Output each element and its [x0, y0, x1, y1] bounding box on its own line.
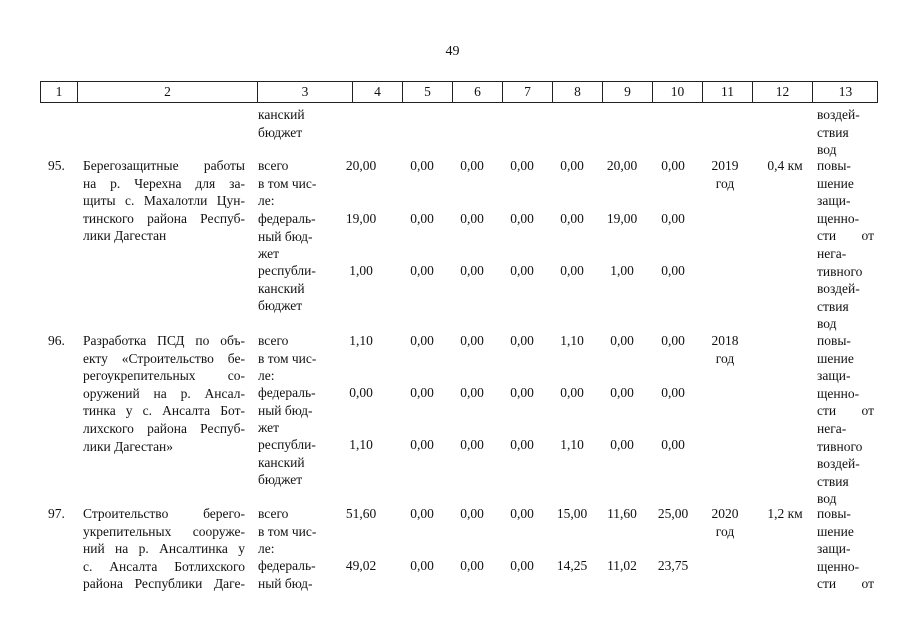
capacity: 0,4 км: [767, 158, 803, 173]
value-total: 49,02: [345, 558, 377, 573]
project-name: Строительство берего- укрепительных сооруже- ний на р. Ансалтинка у с. Ансалта Ботлихского района Республики Даге-: [83, 506, 245, 592]
funding-source-federal: федераль- ный бюд- жет: [258, 211, 316, 262]
value-cell: 0,00: [510, 333, 534, 348]
row-number: 95.: [48, 158, 65, 173]
header-col-7: 7: [502, 82, 552, 102]
value-total: 51,60: [345, 506, 377, 521]
completion-year: 2019 год: [711, 158, 739, 191]
value-cell: 25,00: [657, 506, 689, 521]
value-cell: 11,02: [607, 558, 637, 573]
value-cell: 0,00: [410, 211, 434, 226]
value-cell: 0,00: [410, 333, 434, 348]
value-cell: 1,10: [560, 333, 584, 348]
value-cell: 0,00: [560, 263, 584, 278]
header-col-5: 5: [402, 82, 452, 102]
value-cell: 0,00: [610, 437, 634, 452]
value-cell: 0,00: [460, 263, 484, 278]
value-cell: 0,00: [510, 506, 534, 521]
value-cell: 0,00: [460, 437, 484, 452]
value-cell: 0,00: [661, 263, 685, 278]
row-number: 96.: [48, 333, 65, 348]
funding-source-federal: федераль- ный бюд- жет: [258, 385, 316, 436]
funding-source-total: всего в том чис- ле:: [258, 333, 317, 384]
value-cell: 0,00: [510, 385, 534, 400]
value-cell: 15,00: [556, 506, 588, 521]
expected-effect: повы- шение защи- щенно- сти от: [817, 506, 874, 592]
value-cell: 0,00: [610, 333, 634, 348]
header-col-4: 4: [352, 82, 402, 102]
header-col-11: 11: [702, 82, 752, 102]
funding-source-total: всего в том чис- ле:: [258, 506, 317, 557]
value-cell: 0,00: [410, 558, 434, 573]
header-col-12: 12: [752, 82, 812, 102]
value-cell: 0,00: [661, 437, 685, 452]
value-cell: 0,00: [510, 211, 534, 226]
value-cell: 1,10: [560, 437, 584, 452]
value-cell: 0,00: [610, 385, 634, 400]
header-col-3: 3: [257, 82, 352, 102]
expected-effect: повы- шение защи- щенно- сти от нега- тивного воздей- ствия вод: [817, 158, 874, 332]
value-cell: 20,00: [606, 158, 638, 173]
funding-source-republic: республи- канский бюджет: [258, 437, 316, 488]
value-cell: 0,00: [560, 211, 584, 226]
value-cell: 0,00: [661, 385, 685, 400]
value-cell: 0,00: [410, 506, 434, 521]
completion-year: 2018 год: [711, 333, 739, 366]
header-col-13: 13: [812, 82, 878, 102]
funding-source-total: всего в том чис- ле:: [258, 158, 317, 209]
value-cell: 0,00: [510, 263, 534, 278]
value-total: 19,00: [345, 211, 377, 226]
value-cell: 1,00: [610, 263, 634, 278]
value-cell: 0,00: [560, 385, 584, 400]
value-total: 1,10: [349, 333, 373, 348]
value-cell: 0,00: [410, 263, 434, 278]
row-number: 97.: [48, 506, 65, 521]
completion-year: 2020 год: [711, 506, 739, 539]
header-col-10: 10: [652, 82, 702, 102]
project-name: Берегозащитные работы на р. Черехна для за- щиты с. Махалотли Цун- тинского района Респуб- лики Дагестан: [83, 158, 245, 244]
funding-source-federal: федераль- ный бюд-: [258, 558, 316, 591]
value-cell: 0,00: [460, 558, 484, 573]
value-cell: 23,75: [657, 558, 689, 573]
value-total: 0,00: [349, 385, 373, 400]
table-header-row: [40, 81, 878, 103]
carry-effect-text: воздей- ствия вод: [817, 107, 860, 158]
project-name: Разработка ПСД по объ- екту «Строительство бе- регоукрепительных со- оружений на р. Ансал- тинка у с. Ансалта Бот- лихского района Респуб- лики Дагестан»: [83, 333, 245, 454]
value-cell: 14,25: [556, 558, 588, 573]
value-cell: 0,00: [460, 333, 484, 348]
value-cell: 0,00: [460, 211, 484, 226]
value-cell: 11,60: [607, 506, 637, 521]
value-total: 1,00: [349, 263, 373, 278]
funding-source-republic: республи- канский бюджет: [258, 263, 316, 314]
value-cell: 0,00: [661, 211, 685, 226]
value-cell: 0,00: [661, 333, 685, 348]
capacity: 1,2 км: [767, 506, 803, 521]
header-col-8: 8: [552, 82, 602, 102]
header-col-1: 1: [55, 84, 63, 99]
value-cell: 0,00: [510, 158, 534, 173]
carry-funding-source: канский бюджет: [258, 107, 305, 140]
expected-effect: повы- шение защи- щенно- сти от нега- тивного воздей- ствия вод: [817, 333, 874, 507]
header-col-9: 9: [602, 82, 652, 102]
header-col-6: 6: [452, 82, 502, 102]
value-cell: 0,00: [460, 158, 484, 173]
value-cell: 0,00: [560, 158, 584, 173]
value-cell: 0,00: [460, 385, 484, 400]
header-col-2: 2: [77, 82, 257, 102]
value-cell: 0,00: [410, 158, 434, 173]
value-cell: 0,00: [460, 506, 484, 521]
value-total: 1,10: [349, 437, 373, 452]
value-cell: 0,00: [510, 558, 534, 573]
value-cell: 0,00: [410, 385, 434, 400]
value-cell: 0,00: [661, 158, 685, 173]
page-number: 49: [445, 44, 460, 59]
value-cell: 0,00: [410, 437, 434, 452]
value-cell: 19,00: [606, 211, 638, 226]
value-cell: 0,00: [510, 437, 534, 452]
value-total: 20,00: [345, 158, 377, 173]
